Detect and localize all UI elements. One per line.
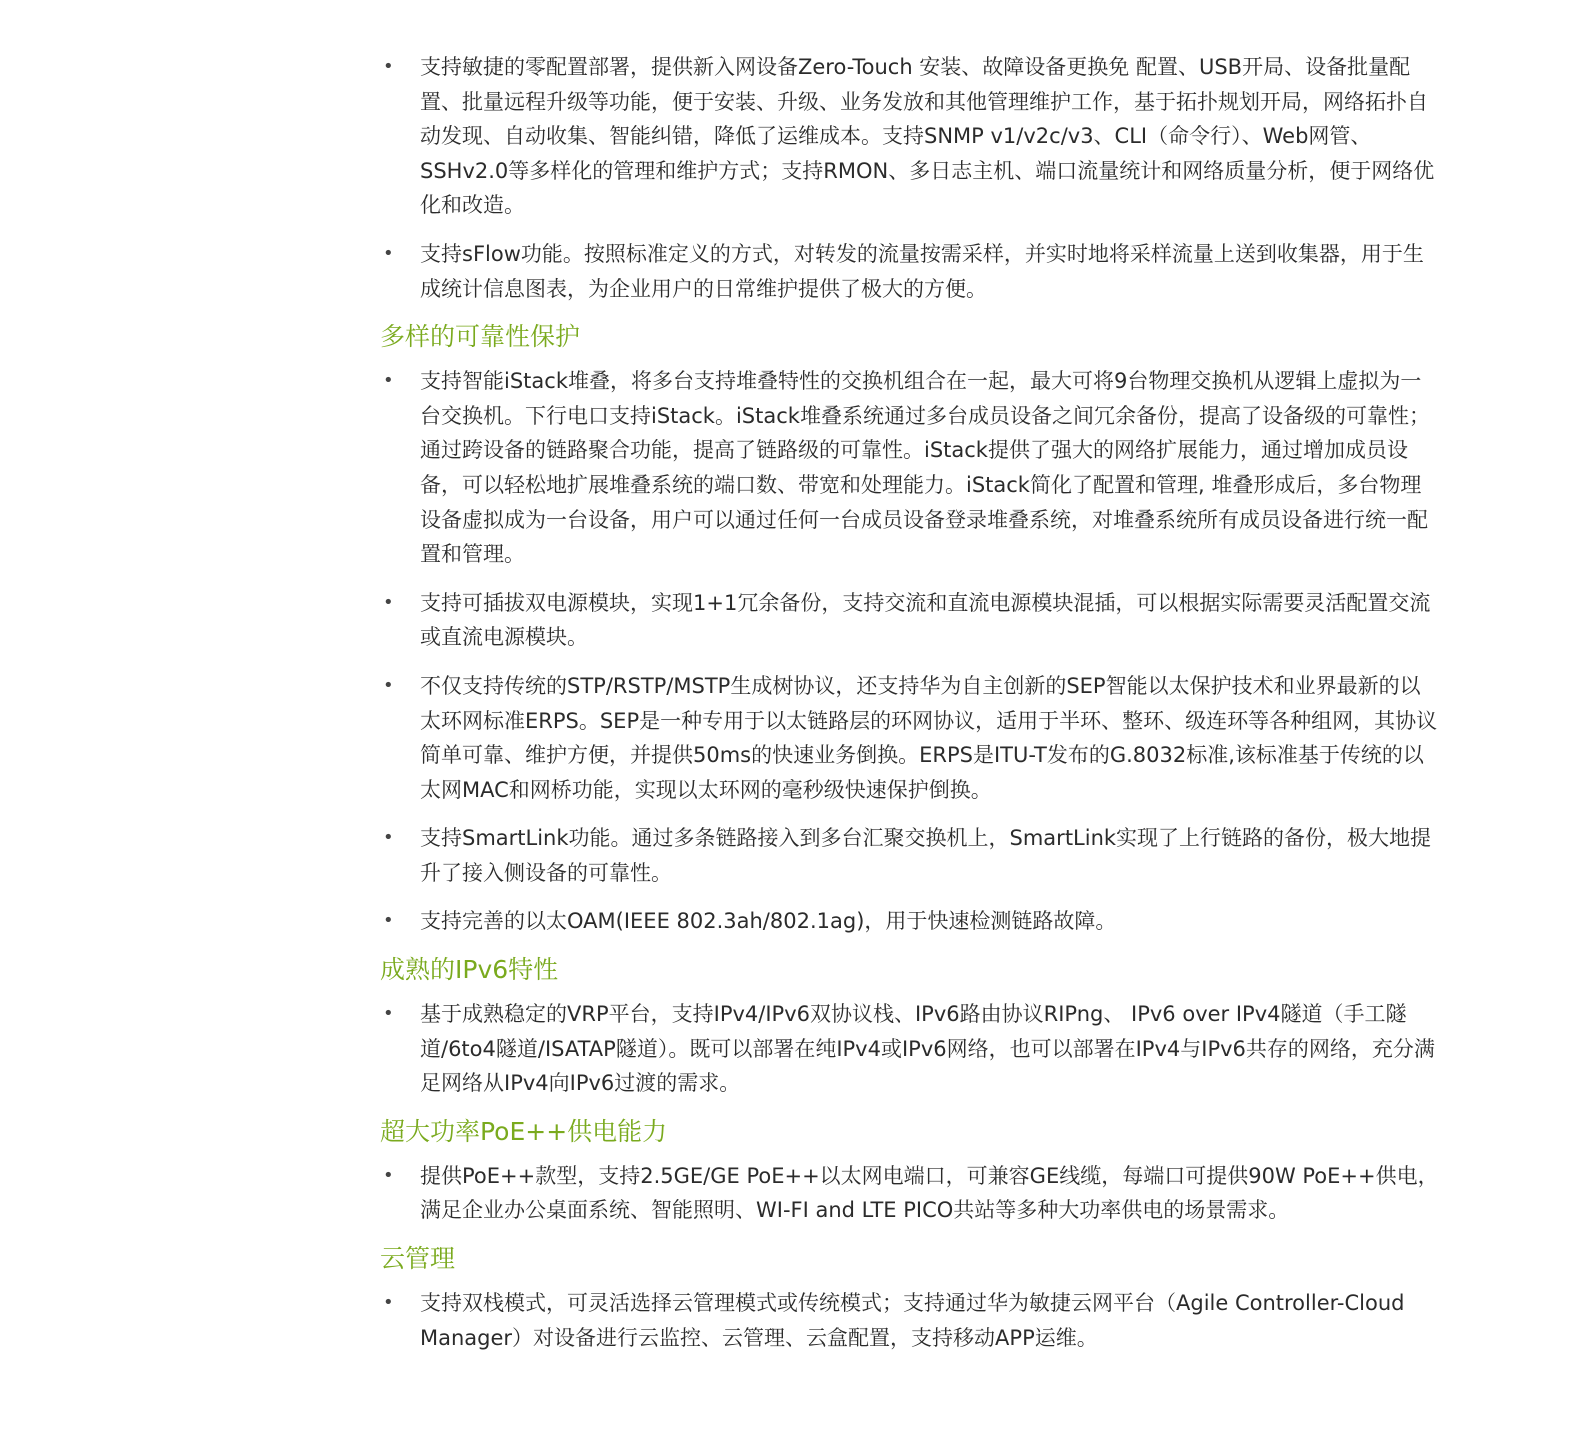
list-item [380,50,1440,223]
bullet-text: 支持可插拔双电源模块，实现1+1冗余备份，支持交流和直流电源模块混插，可以根据实际需要灵活配置交流或直流电源模块。 [420,590,1431,650]
list-item [380,237,1440,306]
intro-bullet-list [380,50,1440,306]
list-item [380,821,1440,890]
bullet-icon: • [383,910,394,932]
cloud-bullet-list [380,1286,1440,1355]
section-title-ipv6: 成熟的IPv6特性 [380,955,559,985]
section-title-poe: 超大功率PoE++供电能力 [380,1116,668,1146]
list-item [380,1286,1440,1355]
bullet-icon: • [383,1292,394,1314]
bullet-icon: • [383,1164,394,1186]
bullet-icon: • [383,56,394,77]
list-item [380,669,1440,807]
list-item [380,1159,1440,1228]
section-title-cloud-management: 云管理 [380,1244,456,1274]
bullet-icon: • [383,674,394,696]
bullet-text: 支持SmartLink功能。通过多条链路接入到多台汇聚交换机上，SmartLink实现了上行链路的备份，极大地提升了接入侧设备的可靠性。 [420,826,1432,885]
bullet-text: 支持敏捷的零配置部署，提供新入网设备Zero-Touch 安装、故障设备更换免 配置、USB开局、设备批量配置、批量远程升级等功能，便于安装、升级、业务发放和其他管理维护工作，基于拓扑规划开局，网络拓扑自动发现、自动收集、智能纠错，降低了运维成本。支持SNMP v1/v2c/v3、CLI（命令行）、Web网管、SSHv2.0等多样化的管理和维护方式；支持RMON、多日志主机、端口流量统计和网络质量分析，便于网络优化和改造。 [420,55,1435,218]
document-page [380,50,1440,1369]
bullet-text: 提供PoE++款型，支持2.5GE/GE PoE++以太网电端口，可兼容GE线缆，每端口可提供90W PoE++供电，满足企业办公桌面系统、智能照明、WI-FI and LTE PICO共站等多种大功率供电的场景需求。 [420,1163,1439,1223]
bullet-text: 支持双栈模式，可灵活选择云管理模式或传统模式；支持通过华为敏捷云网平台（Agile Controller-Cloud Manager）对设备进行云监控、云管理、云盒配置，支持移动APP运维。 [420,1291,1405,1350]
list-item [380,586,1440,655]
list-item [380,997,1440,1101]
bullet-text: 支持智能iStack堆叠，将多台支持堆叠特性的交换机组合在一起，最大可将9台物理交换机从逻辑上虚拟为一台交换机。下行电口支持iStack。iStack堆叠系统通过多台成员设备之间冗余备份，提高了设备级的可靠性；通过跨设备的链路聚合功能，提高了链路级的可靠性。iStack提供了强大的网络扩展能力，通过增加成员设备，可以轻松地扩展堆叠系统的端口数、带宽和处理能力。iStack简化了配置和管理, 堆叠形成后，多台物理设备虚拟成为一台设备，用户可以通过任何一台成员设备登录堆叠系统，对堆叠系统所有成员设备进行统一配置和管理。 [420,369,1430,567]
bullet-text: 支持sFlow功能。按照标准定义的方式，对转发的流量按需采样，并实时地将采样流量上送到收集器，用于生成统计信息图表，为企业用户的日常维护提供了极大的方便。 [420,241,1424,301]
reliability-bullet-list [380,364,1440,939]
bullet-icon: • [383,827,394,849]
bullet-icon: • [383,591,394,613]
bullet-text: 支持完善的以太OAM(IEEE 802.3ah/802.1ag)，用于快速检测链路故障。 [420,909,1117,934]
bullet-icon: • [383,242,394,264]
bullet-icon: • [383,1003,394,1025]
poe-bullet-list [380,1159,1440,1228]
bullet-icon: • [383,370,394,392]
section-title-reliability: 多样的可靠性保护 [380,322,581,352]
ipv6-bullet-list [380,997,1440,1101]
bullet-text: 不仅支持传统的STP/RSTP/MSTP生成树协议，还支持华为自主创新的SEP智能以太保护技术和业界最新的以太环网标准ERPS。SEP是一种专用于以太链路层的环网协议，适用于半环、整环、级连环等各种组网，其协议简单可靠、维护方便，并提供50ms的快速业务倒换。ERPS是ITU-T发布的G.8032标准,该标准基于传统的以太网MAC和网桥功能，实现以太环网的毫秒级快速保护倒换。 [420,673,1438,802]
list-item [380,364,1440,572]
list-item [380,904,1440,939]
bullet-text: 基于成熟稳定的VRP平台，支持IPv4/IPv6双协议栈、IPv6路由协议RIPng、 IPv6 over IPv4隧道（手工隧道/6to4隧道/ISATAP隧道）。既可以部署在纯IPv4或IPv6网络，也可以部署在IPv4与IPv6共存的网络，充分满足网络从IPv4向IPv6过渡的需求。 [420,1002,1435,1096]
